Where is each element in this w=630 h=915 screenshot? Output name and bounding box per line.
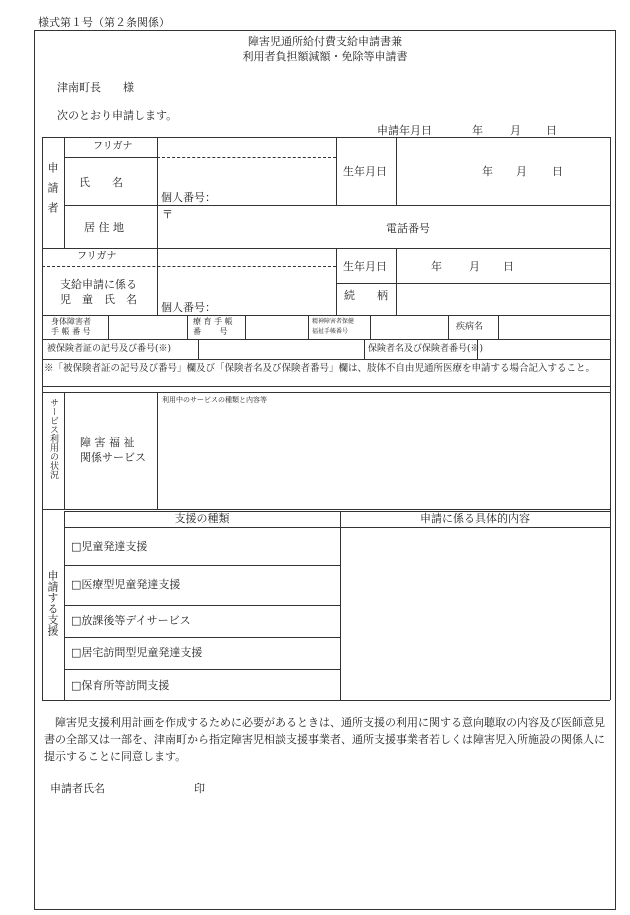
consent-text: 障害児支援利用計画を作成するために必要があるときは、通所支援の利用に関する意向聴取の内容及び医師意見書の全部又は一部を、津南町から指定障害児相談支援事業者、通所支援事業者若しくは障害児入所施設の関係人に提示することに同意します。: [44, 716, 605, 763]
table-line: [157, 137, 158, 248]
disease-name-label: 疾病名: [456, 322, 484, 332]
table-line: [42, 266, 336, 267]
support-type-header: 支援の種類: [174, 512, 230, 525]
table-line: [157, 392, 158, 509]
form-title-line1: 障害児通所給付費支給申請書兼: [248, 35, 402, 48]
intro-text: 次のとおり申請します。: [57, 109, 178, 122]
table-line: [64, 669, 340, 670]
table-border: [42, 137, 610, 138]
table-line: [396, 248, 397, 315]
table-line: [308, 315, 309, 339]
applicant-birth-month: 月: [516, 165, 527, 178]
support-section-label: 申請する支援: [46, 570, 59, 636]
table-line: [42, 700, 610, 701]
application-date-label: 申請年月日: [377, 124, 432, 137]
child-furigana-label: フリガナ: [77, 251, 117, 262]
table-line: [64, 137, 65, 248]
table-line: [198, 339, 199, 359]
table-line: [340, 511, 341, 700]
table-line: [64, 205, 610, 206]
table-line: [448, 315, 449, 339]
table-line: [42, 359, 610, 360]
child-name-label-line2: 児 童 氏 名: [60, 293, 137, 306]
child-individual-number-label: 個人番号：: [161, 301, 216, 314]
table-line: [64, 392, 65, 509]
child-name-label-line1: 支給申請に係る: [60, 278, 137, 291]
table-border: [610, 137, 611, 700]
table-line: [157, 157, 336, 158]
form-frame: [34, 30, 616, 910]
table-line: [42, 339, 610, 340]
support-option-checkbox[interactable]: □保育所等訪問支援: [71, 679, 170, 692]
mental-health-label-2: 福祉手帳番号: [312, 328, 349, 335]
form-number: 様式第１号（第２条関係）: [38, 16, 170, 29]
physical-disability-label-2: 手 帳 番 号: [51, 327, 91, 336]
table-line: [64, 637, 340, 638]
child-birth-day: 日: [503, 260, 514, 273]
form-title-line2: 利用者負担額減額・免除等申請書: [242, 50, 408, 63]
insurer-label: 保険者名及び保険者番号(※): [368, 344, 484, 354]
table-line: [498, 315, 499, 339]
table-line: [364, 339, 365, 359]
applicant-name-label: 氏 名: [79, 176, 123, 189]
table-line: [64, 527, 610, 528]
child-birth-year: 年: [431, 260, 442, 273]
addressee: 津南町長 様: [57, 81, 134, 94]
support-option-checkbox[interactable]: □放課後等デイサービス: [71, 614, 191, 627]
seal-mark: 印: [194, 782, 205, 795]
table-line: [187, 315, 188, 339]
table-line: [42, 509, 610, 510]
services-in-use-header: 利用中のサービスの種類と内容等: [162, 396, 267, 404]
support-content-header: 申請に係る具体的内容: [420, 512, 530, 525]
signature-label: 申請者氏名: [50, 782, 105, 795]
table-line: [64, 605, 340, 606]
table-line: [157, 248, 158, 315]
applicant-section-label: 申請者: [46, 162, 59, 222]
child-relationship-label: 続 柄: [344, 289, 388, 302]
applicant-individual-number-label: 個人番号：: [161, 191, 216, 204]
insurance-note: ※「被保険者証の記号及び番号」欄及び「保険者名及び保険者番号」欄は、肢体不自由児通所医療を申請する場合記入すること。: [44, 363, 596, 374]
table-line: [370, 315, 371, 339]
table-line: [245, 315, 246, 339]
child-birth-month: 月: [469, 260, 480, 273]
table-line: [64, 565, 340, 566]
applicant-furigana-label: フリガナ: [93, 141, 133, 152]
table-line: [42, 392, 43, 509]
child-birthdate-label: 生年月日: [343, 260, 387, 273]
ryoiku-label-2: 番 号: [193, 327, 228, 336]
application-date-month: 月: [510, 124, 521, 137]
ryoiku-label-1: 療 育 手 帳: [193, 317, 233, 326]
table-line: [42, 248, 610, 249]
table-line: [396, 137, 397, 205]
applicant-address-label: 居 住 地: [84, 221, 124, 234]
table-line: [336, 137, 337, 205]
support-option-checkbox[interactable]: □児童発達支援: [71, 540, 148, 553]
table-line: [42, 315, 610, 316]
support-option-checkbox[interactable]: □医療型児童発達支援: [71, 578, 181, 591]
welfare-service-label-line2: 関係サービス: [80, 451, 146, 464]
welfare-service-label-line1: 障 害 福 祉: [80, 436, 135, 449]
table-line: [64, 511, 65, 700]
table-border: [42, 386, 610, 387]
application-date-day: 日: [546, 124, 557, 137]
insurance-symbol-label: 被保険者証の記号及び番号(※): [47, 344, 172, 354]
applicant-birth-day: 日: [552, 165, 563, 178]
postal-mark: 〒: [162, 208, 173, 221]
physical-disability-label-1: 身体障害者: [51, 317, 91, 326]
mental-health-label-1: 精神障害者保健: [312, 318, 355, 325]
phone-label: 電話番号: [386, 222, 430, 235]
support-option-checkbox[interactable]: □居宅訪問型児童発達支援: [71, 646, 203, 659]
table-line: [336, 283, 610, 284]
application-date-year: 年: [472, 124, 483, 137]
table-line: [64, 157, 157, 158]
applicant-birth-year: 年: [482, 165, 493, 178]
service-status-section-label: サービス利用の状況: [48, 398, 58, 479]
table-line: [336, 248, 337, 315]
applicant-birthdate-label: 生年月日: [343, 165, 387, 178]
table-line: [108, 315, 109, 339]
table-line: [42, 392, 610, 393]
